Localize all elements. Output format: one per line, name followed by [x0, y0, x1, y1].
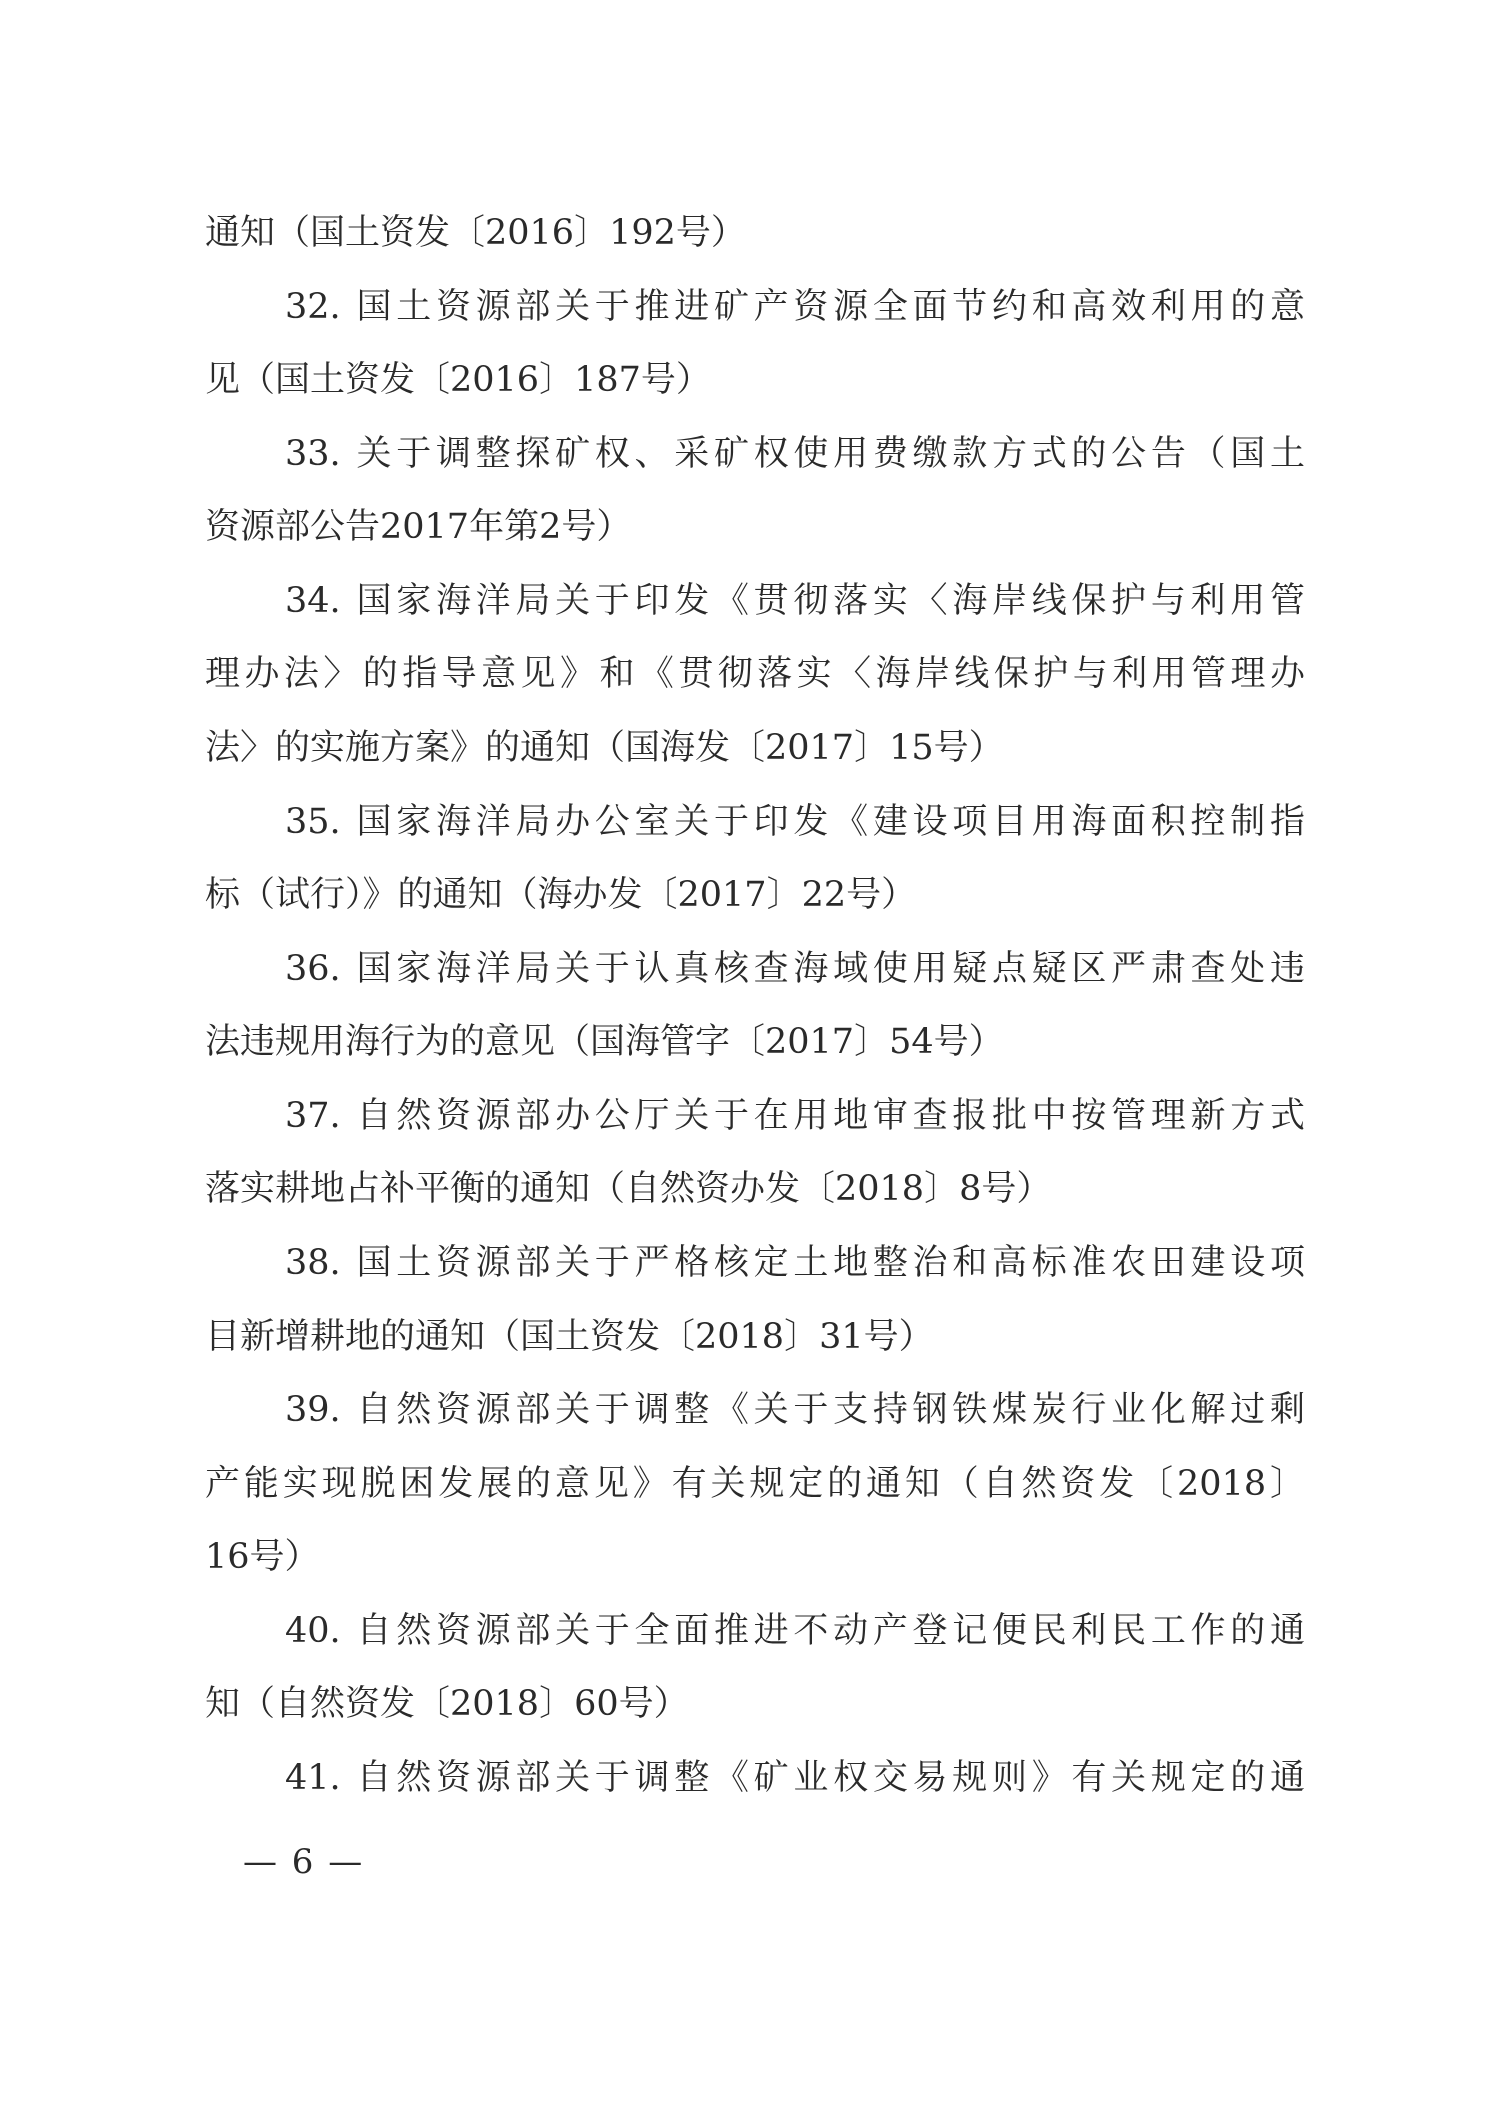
list-item-37: 37. 自然资源部办公厅关于在用地审查报批中按管理新方式 — [285, 1096, 1305, 1136]
list-item-41: 41. 自然资源部关于调整《矿业权交易规则》有关规定的通 — [285, 1758, 1305, 1798]
text-line: 落实耕地占补平衡的通知（自然资办发〔2018〕8号） — [205, 1169, 1052, 1209]
list-item-38: 38. 国土资源部关于严格核定土地整治和高标准农田建设项 — [285, 1243, 1305, 1283]
text-line: 目新增耕地的通知（国土资发〔2018〕31号） — [205, 1317, 934, 1357]
text-line: 法违规用海行为的意见（国海管字〔2017〕54号） — [205, 1022, 1004, 1062]
text-line: 知（自然资发〔2018〕60号） — [205, 1684, 689, 1724]
list-item-40: 40. 自然资源部关于全面推进不动产登记便民利民工作的通 — [285, 1611, 1305, 1651]
page-number: — 6 — — [243, 1842, 365, 1882]
list-item-34: 34. 国家海洋局关于印发《贯彻落实〈海岸线保护与利用管 — [285, 581, 1305, 621]
list-item-36: 36. 国家海洋局关于认真核查海域使用疑点疑区严肃查处违 — [285, 949, 1305, 989]
list-item-39: 39. 自然资源部关于调整《关于支持钢铁煤炭行业化解过剩 — [285, 1390, 1305, 1430]
text-line: 产能实现脱困发展的意见》有关规定的通知（自然资发〔2018〕 — [205, 1464, 1305, 1504]
list-item-35: 35. 国家海洋局办公室关于印发《建设项目用海面积控制指 — [285, 802, 1305, 842]
list-item-33: 33. 关于调整探矿权、采矿权使用费缴款方式的公告（国土 — [285, 434, 1305, 474]
text-line: 理办法〉的指导意见》和《贯彻落实〈海岸线保护与利用管理办 — [205, 654, 1305, 694]
text-line: 16号） — [205, 1537, 320, 1577]
text-line: 法〉的实施方案》的通知（国海发〔2017〕15号） — [205, 728, 1004, 768]
text-line: 资源部公告2017年第2号） — [205, 507, 632, 547]
list-item-32: 32. 国土资源部关于推进矿产资源全面节约和高效利用的意 — [285, 287, 1305, 327]
text-line: 见（国土资发〔2016〕187号） — [205, 360, 711, 400]
text-line: 标（试行）》的通知（海办发〔2017〕22号） — [205, 875, 917, 915]
text-line: 通知（国土资发〔2016〕192号） — [205, 213, 746, 253]
